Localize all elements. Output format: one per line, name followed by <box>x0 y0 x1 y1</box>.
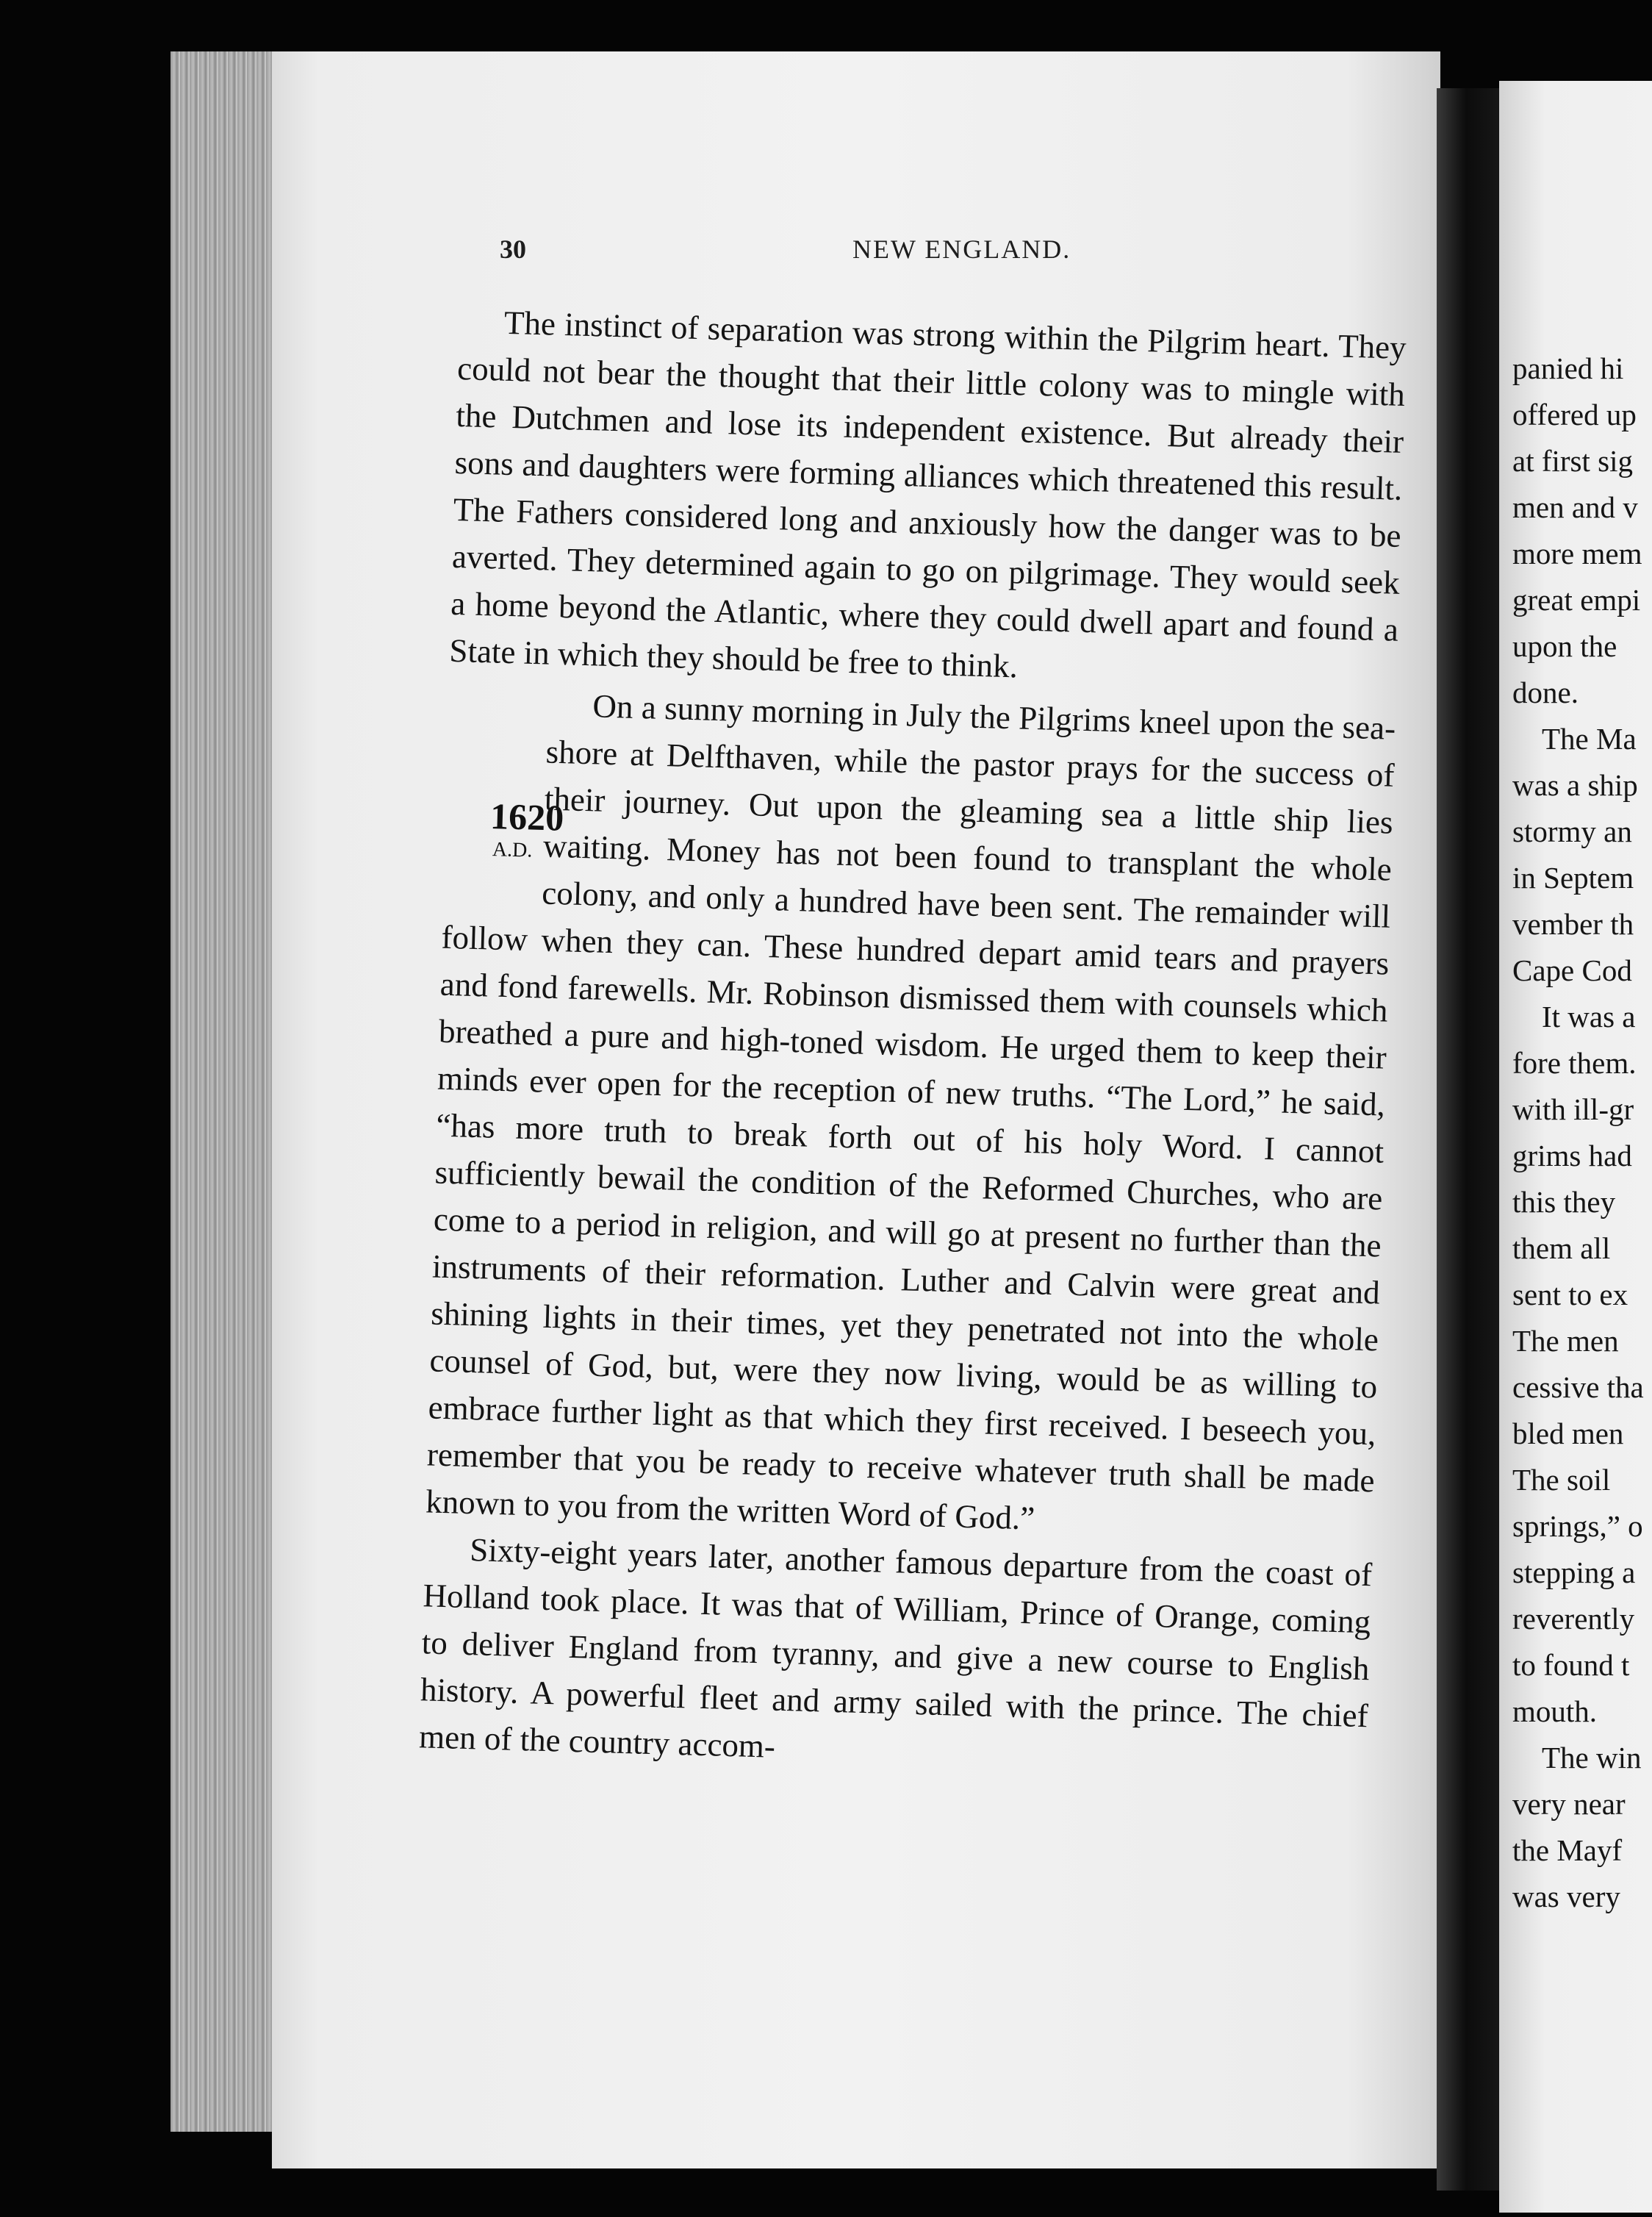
right-page-line: cessive tha <box>1512 1370 1644 1404</box>
page-edge-stack <box>170 51 281 2132</box>
right-page-line: men and v <box>1512 490 1638 524</box>
right-page-line: The Ma <box>1542 722 1637 756</box>
right-page-line: Cape Cod <box>1512 953 1632 987</box>
right-page-line: was very <box>1512 1880 1620 1913</box>
right-page-line: them all <box>1512 1231 1611 1265</box>
right-page-line: The win <box>1542 1741 1642 1774</box>
right-page-line: sent to ex <box>1512 1278 1628 1311</box>
right-page-line: mouth. <box>1512 1694 1598 1728</box>
right-page-line: done. <box>1512 676 1579 709</box>
right-page-line: fore them. <box>1512 1046 1637 1080</box>
right-page-line: this they <box>1512 1185 1616 1219</box>
page-number: 30 <box>500 234 526 264</box>
margin-note-era: A.D. <box>492 838 533 862</box>
right-page-line: bled men <box>1512 1416 1624 1450</box>
page-body <box>418 298 1407 1786</box>
right-page-line: very near <box>1512 1787 1626 1821</box>
right-page-line: great empi <box>1512 583 1641 617</box>
right-page-line: offered up <box>1512 398 1637 431</box>
right-page-line: the Mayf <box>1512 1833 1623 1867</box>
right-page-line: to found t <box>1512 1648 1630 1682</box>
margin-note-year: 1620 <box>489 795 564 839</box>
right-page-line: grims had <box>1512 1139 1632 1172</box>
paragraph-2: On a sunny morning in July the Pilgrims kneel upon the sea-shore at Delfthaven, while the pastor prays for the success of their journey. Out upon the gleaming sea a little ship lies waiting. Money has not been found to transplant the whole colony, and only a hundred have been sent. The remainder will follow when they can. These hundred depart amid tears and prayers and fond farewells. Mr. Robinson dismissed them with counsels which breathed a pure and high-toned wisdom. He urged them to keep their minds ever open for the reception of new truths. “The Lord,” he said, “has more truth to break forth out of his holy Word. I cannot sufficiently bewail the condition of the Reformed Churches, who are come to a period in religion, and will go at present no further than the instruments of their reformation. Luther and Calvin were great and shining lights in their times, yet they penetrated not into the whole counsel of God, but, were they now living, would be as willing to embrace further light as that which they first received. I beseech you, remember that you be ready to receive whatever truth shall be made known to you from the written Word of God.” <box>425 687 1396 1537</box>
right-page-line: panied hi <box>1512 351 1624 385</box>
right-page-line: with ill-gr <box>1512 1092 1634 1126</box>
right-page-line: stepping a <box>1512 1555 1636 1589</box>
right-page-line: vember th <box>1512 907 1634 941</box>
paragraph-3: Sixty-eight years later, another famous departure from the coast of Holland took place. It was that of William, Prince of Orange, coming to deliver England from tyranny, and give a new course to English history. A powerful fleet and army sailed with the prince. The chief men of the country accom- <box>418 1531 1373 1765</box>
right-page <box>1499 81 1652 2213</box>
right-page-line: in Septem <box>1512 861 1634 895</box>
right-page-line: It was a <box>1542 1000 1636 1034</box>
paragraph-2-container <box>425 678 1396 1552</box>
right-page-line: upon the <box>1512 629 1617 663</box>
right-page-line: at first sig <box>1512 444 1633 478</box>
right-page-text <box>1512 345 1652 1920</box>
right-page-line: was a ship <box>1512 768 1638 802</box>
right-page-line: more mem <box>1512 537 1642 570</box>
margin-note-space <box>443 726 547 875</box>
running-title: NEW ENGLAND. <box>852 234 1071 264</box>
paragraph-1: The instinct of separation was strong within the Pilgrim heart. They could not bear the thought that their little colony was to mingle with the Dutchmen and lose its independent existence. But already their sons and daughters were forming alliances which threatened this result. The Fathers considered long and anxiously how the danger was to be averted. They determined again to go on pilgrimage. They would seek a home beyond the Atlantic, where they could dwell apart and found a State in which they should be free to think. <box>448 304 1407 685</box>
right-page-line: The soil <box>1512 1463 1611 1497</box>
right-page-line: stormy an <box>1512 814 1632 848</box>
right-page-line: The men <box>1512 1324 1619 1358</box>
right-page-line: reverently <box>1512 1602 1635 1636</box>
right-page-line: springs,” o <box>1512 1509 1643 1543</box>
